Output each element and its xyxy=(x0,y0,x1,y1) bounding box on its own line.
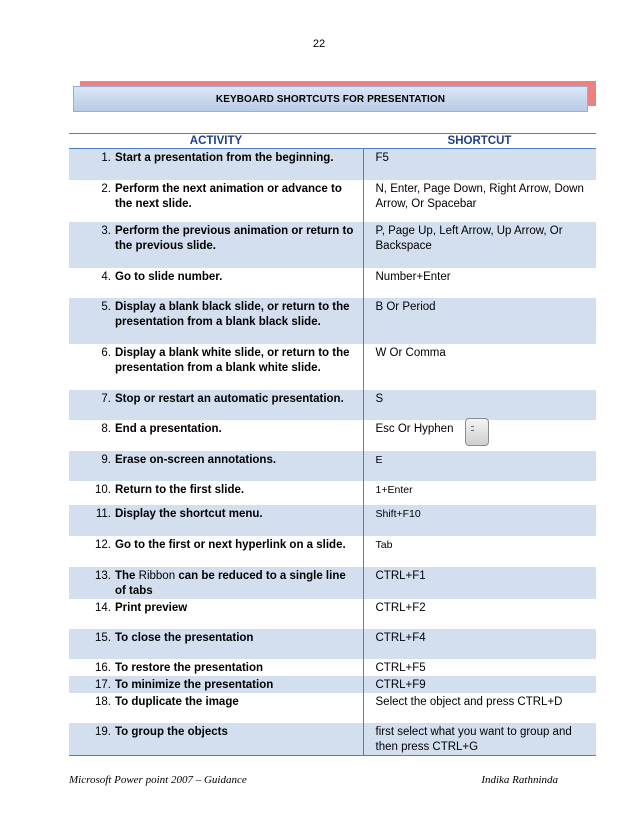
row-number: 18. xyxy=(95,695,111,708)
table-row xyxy=(69,180,596,222)
table-row xyxy=(69,420,596,451)
shortcut-text: Select the object and press CTRL+D xyxy=(375,695,563,708)
shortcut-text: S xyxy=(375,392,384,405)
activity-text xyxy=(115,569,359,599)
shortcut-text: N, Enter, Page Down, Right Arrow, Down Arrow, Or Spacebar xyxy=(375,182,584,210)
activity-text: To close the presentation xyxy=(115,631,254,644)
shortcut-text: P, Page Up, Left Arrow, Up Arrow, Or Backspace xyxy=(375,224,563,252)
row-number: 2. xyxy=(101,182,111,195)
section-banner xyxy=(73,86,588,112)
activity-text: Perform the next animation or advance to the next slide. xyxy=(115,182,342,210)
row-number: 6. xyxy=(101,346,111,359)
row-number: 12. xyxy=(95,538,111,551)
shortcut-text: Tab xyxy=(375,538,393,551)
header-shortcut: SHORTCUT xyxy=(363,134,596,149)
table-row xyxy=(69,536,596,567)
shortcut-text: Esc Or Hyphen xyxy=(375,422,454,435)
activity-text: To group the objects xyxy=(115,725,228,738)
shortcut-text: CTRL+F4 xyxy=(375,631,426,644)
table-header-row xyxy=(69,134,596,149)
shortcut-text: first select what you want to group and then press CTRL+G xyxy=(375,725,572,753)
shortcut-text: E xyxy=(375,453,383,466)
shortcut-text: CTRL+F2 xyxy=(375,601,426,614)
activity-text: To restore the presentation xyxy=(115,661,264,674)
shortcut-text: CTRL+F1 xyxy=(375,569,426,582)
shortcuts-table xyxy=(69,133,596,756)
table-row xyxy=(69,693,596,723)
activity-text: Go to slide number. xyxy=(115,270,223,283)
key-icon xyxy=(465,418,489,446)
table-row xyxy=(69,567,596,599)
row-number: 7. xyxy=(101,392,111,405)
shortcut-text: B Or Period xyxy=(375,300,436,313)
row-number: 19. xyxy=(95,725,111,738)
row-number: 9. xyxy=(101,453,111,466)
shortcut-text: CTRL+F5 xyxy=(375,661,426,674)
table-row xyxy=(69,149,596,180)
activity-text: Display the shortcut menu. xyxy=(115,507,263,520)
table-row xyxy=(69,676,596,693)
activity-text: To duplicate the image xyxy=(115,695,239,708)
header-activity: ACTIVITY xyxy=(69,134,363,149)
activity-text: To minimize the presentation xyxy=(115,678,274,691)
table-row xyxy=(69,599,596,629)
shortcut-text: W Or Comma xyxy=(375,346,446,359)
table-row xyxy=(69,481,596,505)
activity-text: Start a presentation from the beginning. xyxy=(115,152,334,164)
table-row xyxy=(69,222,596,268)
row-number: 5. xyxy=(101,300,111,313)
activity-text: Erase on-screen annotations. xyxy=(115,453,277,466)
table-row xyxy=(69,451,596,481)
activity-text: Display a blank black slide, or return to the presentation from a blank black slide. xyxy=(115,300,350,328)
page-number: 22 xyxy=(312,38,326,50)
shortcut-text: F5 xyxy=(375,152,389,164)
activity-text: Print preview xyxy=(115,601,188,614)
activity-text: Return to the first slide. xyxy=(115,483,245,496)
activity-text-after: can be reduced to a single line of tabs xyxy=(115,569,346,597)
footer-author: Indika Rathninda xyxy=(481,774,558,786)
table-row xyxy=(69,298,596,344)
table-row xyxy=(69,659,596,676)
activity-text: Display a blank white slide, or return to the presentation from a blank white slide. xyxy=(115,346,350,374)
banner-title: KEYBOARD SHORTCUTS FOR PRESENTATION xyxy=(215,93,446,105)
activity-text: Stop or restart an automatic presentation. xyxy=(115,392,344,405)
table-row xyxy=(69,505,596,536)
row-number: 16. xyxy=(95,661,111,674)
table-row xyxy=(69,390,596,420)
activity-text-ribbon: Ribbon xyxy=(138,569,176,582)
row-number: 11. xyxy=(95,507,111,520)
row-number: 3. xyxy=(101,224,111,237)
activity-text: Go to the first or next hyperlink on a slide. xyxy=(115,538,346,551)
table-row xyxy=(69,723,596,756)
row-number: 15. xyxy=(95,631,111,644)
row-number: 4. xyxy=(101,270,111,283)
row-number: 1. xyxy=(101,152,111,164)
shortcut-text: Shift+F10 xyxy=(375,507,421,520)
footer-document-title: Microsoft Power point 2007 – Guidance xyxy=(69,774,247,786)
row-number: 14. xyxy=(95,601,111,614)
row-number: 8. xyxy=(101,422,111,435)
table-row xyxy=(69,268,596,298)
activity-text-before: The xyxy=(115,569,136,582)
shortcut-text: Number+Enter xyxy=(375,270,451,283)
row-number: 13. xyxy=(95,569,111,582)
activity-text: End a presentation. xyxy=(115,422,222,435)
shortcut-text: 1+Enter xyxy=(375,483,413,496)
table-row xyxy=(69,629,596,659)
row-number: 10. xyxy=(95,483,111,496)
table-row xyxy=(69,344,596,390)
activity-text: Perform the previous animation or return to the previous slide. xyxy=(115,224,354,252)
shortcut-text: CTRL+F9 xyxy=(375,678,426,691)
row-number: 17. xyxy=(95,678,111,691)
